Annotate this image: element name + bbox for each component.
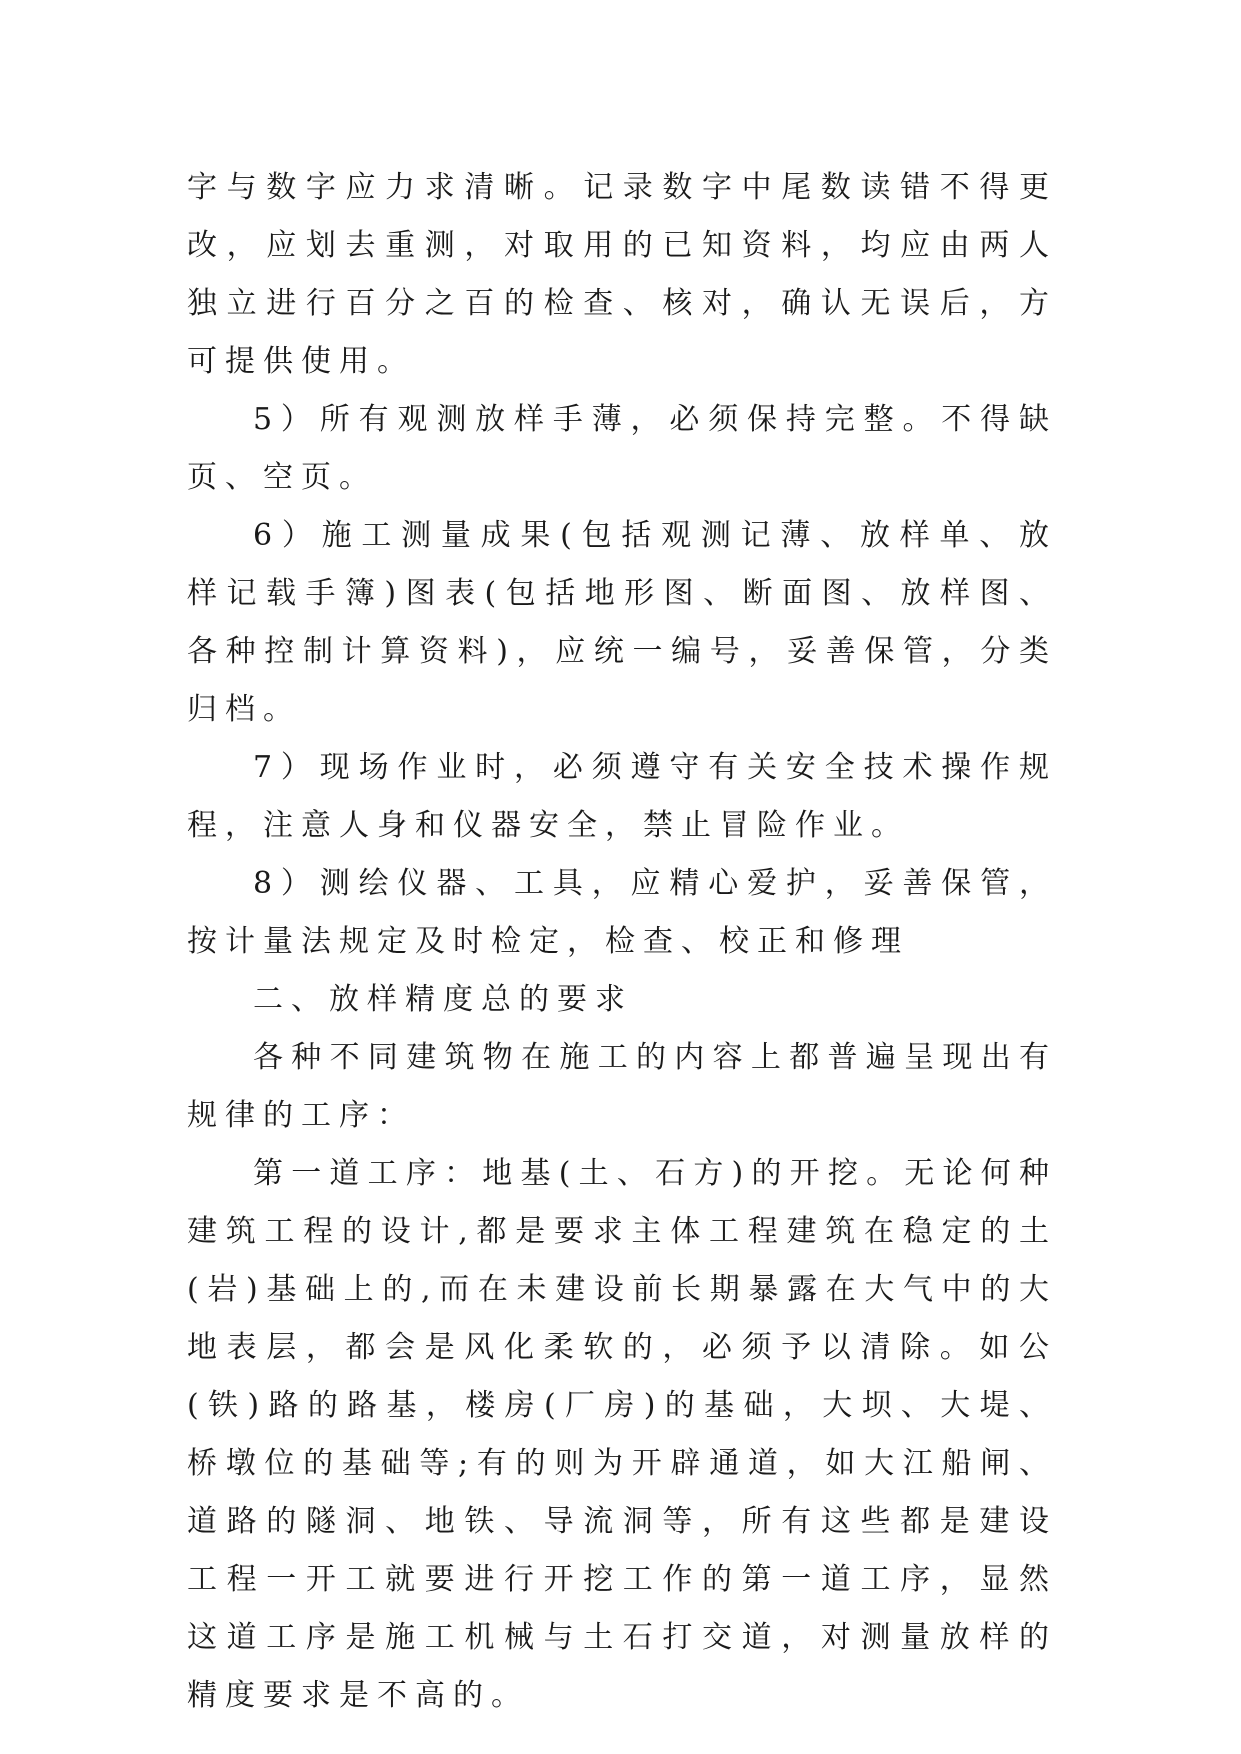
document-body (187, 159, 1057, 1725)
paragraph-item-6: 6）施工测量成果(包括观测记薄、放样单、放样记载手簿)图表(包括地形图、断面图、放样图、各种控制计算资料)，应统一编号，妥善保管，分类归档。 (187, 518, 1057, 727)
paragraph-item-7: 7）现场作业时，必须遵守有关安全技术操作规程，注意人身和仪器安全，禁止冒险作业。 (187, 750, 1057, 843)
paragraph-first-process: 第一道工序：地基(土、石方)的开挖。无论何种建筑工程的设计,都是要求主体工程建筑在稳定的土(岩)基础上的,而在未建设前长期暴露在大气中的大地表层，都会是风化柔软的，必须予以清除。如公(铁)路的路基，楼房(厂房)的基础，大坝、大堤、桥墩位的基础等;有的则为开辟通道，如大江船闸、道路的隧洞、地铁、导流洞等，所有这些都是建设工程一开工就要进行开挖工作的第一道工序，显然这道工序是施工机械与土石打交道，对测量放样的精度要求是不高的。 (187, 1156, 1057, 1713)
paragraph-item-5: 5）所有观测放样手薄，必须保持完整。不得缺页、空页。 (187, 402, 1057, 495)
paragraph-continued: 字与数字应力求清晰。记录数字中尾数读错不得更改，应划去重测，对取用的已知资料，均应由两人独立进行百分之百的检查、核对，确认无误后，方可提供使用。 (187, 170, 1057, 379)
section-heading: 二、放样精度总的要求 (253, 982, 633, 1017)
paragraph-item-8: 8）测绘仪器、工具，应精心爱护，妥善保管，按计量法规定及时检定，检查、校正和修理 (187, 866, 1057, 959)
paragraph-process-intro: 各种不同建筑物在施工的内容上都普遍呈现出有规律的工序： (187, 1040, 1057, 1133)
